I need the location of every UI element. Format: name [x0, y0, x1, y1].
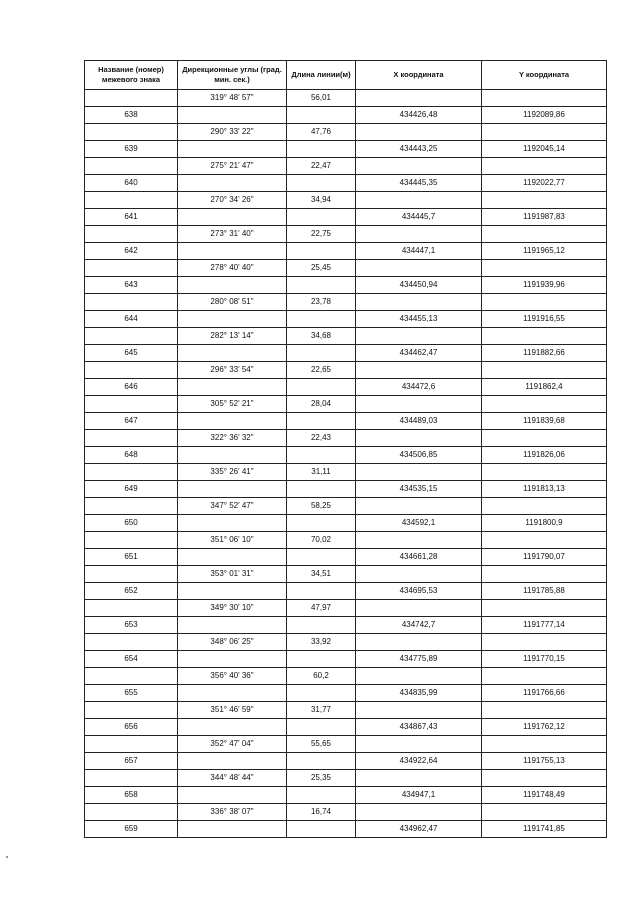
mark-name-cell: 652 [85, 583, 178, 600]
y-coordinate-cell: 1191748,49 [482, 787, 607, 804]
x-coordinate-cell: 434450,94 [356, 277, 482, 294]
empty-cell [85, 430, 178, 447]
x-coordinate-cell: 434472,6 [356, 379, 482, 396]
line-length-cell: 22,65 [287, 362, 356, 379]
header-mark-name: Название (номер) межевого знака [85, 61, 178, 90]
direction-angle-cell: 344° 48' 44" [178, 770, 287, 787]
mark-name-cell: 659 [85, 821, 178, 838]
scan-speck [6, 856, 8, 858]
line-length-cell: 16,74 [287, 804, 356, 821]
mark-name-cell: 643 [85, 277, 178, 294]
table-row [85, 396, 607, 413]
x-coordinate-cell: 434535,15 [356, 481, 482, 498]
line-length-cell: 60,2 [287, 668, 356, 685]
empty-cell [356, 804, 482, 821]
empty-cell [482, 770, 607, 787]
table-row [85, 345, 607, 362]
header-line-length: Длина линии(м) [287, 61, 356, 90]
direction-angle-cell: 348° 06' 25" [178, 634, 287, 651]
direction-angle-cell: 349° 30' 10" [178, 600, 287, 617]
boundary-coordinates-table [84, 60, 607, 838]
mark-name-cell: 651 [85, 549, 178, 566]
line-length-cell: 33,92 [287, 634, 356, 651]
x-coordinate-cell: 434426,48 [356, 107, 482, 124]
y-coordinate-cell: 1191770,15 [482, 651, 607, 668]
empty-cell [85, 124, 178, 141]
direction-angle-cell: 335° 26' 41" [178, 464, 287, 481]
y-coordinate-cell: 1191790,07 [482, 549, 607, 566]
direction-angle-cell: 290° 33' 22" [178, 124, 287, 141]
line-length-cell: 22,47 [287, 158, 356, 175]
header-x-coordinate: X координата [356, 61, 482, 90]
direction-angle-cell: 351° 46' 59" [178, 702, 287, 719]
empty-cell [85, 260, 178, 277]
empty-cell [178, 141, 287, 158]
empty-cell [482, 600, 607, 617]
y-coordinate-cell: 1192045,14 [482, 141, 607, 158]
direction-angle-cell: 352° 47' 04" [178, 736, 287, 753]
empty-cell [85, 702, 178, 719]
x-coordinate-cell: 434592,1 [356, 515, 482, 532]
table-body [85, 90, 607, 838]
empty-cell [356, 226, 482, 243]
mark-name-cell: 648 [85, 447, 178, 464]
table-row [85, 702, 607, 719]
empty-cell [356, 736, 482, 753]
x-coordinate-cell: 434695,53 [356, 583, 482, 600]
empty-cell [85, 634, 178, 651]
line-length-cell: 34,51 [287, 566, 356, 583]
empty-cell [287, 413, 356, 430]
empty-cell [85, 294, 178, 311]
table-row [85, 668, 607, 685]
empty-cell [287, 821, 356, 838]
empty-cell [482, 328, 607, 345]
empty-cell [287, 617, 356, 634]
x-coordinate-cell: 434775,89 [356, 651, 482, 668]
direction-angle-cell: 275° 21' 47" [178, 158, 287, 175]
empty-cell [178, 311, 287, 328]
empty-cell [178, 175, 287, 192]
line-length-cell: 22,43 [287, 430, 356, 447]
table-row [85, 821, 607, 838]
y-coordinate-cell: 1191741,85 [482, 821, 607, 838]
mark-name-cell: 649 [85, 481, 178, 498]
empty-cell [85, 770, 178, 787]
empty-cell [178, 753, 287, 770]
mark-name-cell: 639 [85, 141, 178, 158]
empty-cell [356, 668, 482, 685]
empty-cell [85, 90, 178, 107]
table-header-row [85, 61, 607, 90]
direction-angle-cell: 282° 13' 14" [178, 328, 287, 345]
y-coordinate-cell: 1192089,86 [482, 107, 607, 124]
table-row [85, 260, 607, 277]
empty-cell [287, 243, 356, 260]
direction-angle-cell: 319° 48' 57" [178, 90, 287, 107]
empty-cell [482, 396, 607, 413]
table-row [85, 583, 607, 600]
empty-cell [482, 430, 607, 447]
empty-cell [482, 464, 607, 481]
empty-cell [287, 209, 356, 226]
empty-cell [287, 651, 356, 668]
y-coordinate-cell: 1191755,13 [482, 753, 607, 770]
line-length-cell: 58,25 [287, 498, 356, 515]
table-row [85, 379, 607, 396]
empty-cell [287, 481, 356, 498]
mark-name-cell: 638 [85, 107, 178, 124]
empty-cell [482, 192, 607, 209]
empty-cell [287, 277, 356, 294]
direction-angle-cell: 273° 31' 40" [178, 226, 287, 243]
line-length-cell: 23,78 [287, 294, 356, 311]
table-row [85, 498, 607, 515]
empty-cell [482, 702, 607, 719]
empty-cell [85, 668, 178, 685]
empty-cell [287, 447, 356, 464]
y-coordinate-cell: 1191826,06 [482, 447, 607, 464]
y-coordinate-cell: 1191813,13 [482, 481, 607, 498]
empty-cell [287, 753, 356, 770]
empty-cell [482, 158, 607, 175]
table-row [85, 90, 607, 107]
direction-angle-cell: 296° 33' 54" [178, 362, 287, 379]
x-coordinate-cell: 434867,43 [356, 719, 482, 736]
table-row [85, 311, 607, 328]
x-coordinate-cell: 434443,25 [356, 141, 482, 158]
empty-cell [356, 260, 482, 277]
empty-cell [287, 175, 356, 192]
y-coordinate-cell: 1191939,96 [482, 277, 607, 294]
empty-cell [85, 362, 178, 379]
mark-name-cell: 657 [85, 753, 178, 770]
empty-cell [356, 464, 482, 481]
empty-cell [85, 192, 178, 209]
empty-cell [85, 736, 178, 753]
table-row [85, 362, 607, 379]
table-row [85, 651, 607, 668]
table-row [85, 209, 607, 226]
empty-cell [356, 566, 482, 583]
empty-cell [178, 651, 287, 668]
y-coordinate-cell: 1191839,68 [482, 413, 607, 430]
empty-cell [287, 515, 356, 532]
table-row [85, 192, 607, 209]
y-coordinate-cell: 1191862,4 [482, 379, 607, 396]
empty-cell [287, 141, 356, 158]
direction-angle-cell: 351° 06' 10" [178, 532, 287, 549]
empty-cell [178, 685, 287, 702]
empty-cell [178, 719, 287, 736]
empty-cell [85, 600, 178, 617]
mark-name-cell: 640 [85, 175, 178, 192]
table-row [85, 226, 607, 243]
y-coordinate-cell: 1191987,83 [482, 209, 607, 226]
x-coordinate-cell: 434489,03 [356, 413, 482, 430]
mark-name-cell: 655 [85, 685, 178, 702]
x-coordinate-cell: 434742,7 [356, 617, 482, 634]
table-row [85, 753, 607, 770]
table-row [85, 685, 607, 702]
x-coordinate-cell: 434947,1 [356, 787, 482, 804]
empty-cell [178, 379, 287, 396]
empty-cell [482, 566, 607, 583]
empty-cell [482, 634, 607, 651]
table-row [85, 600, 607, 617]
table-row [85, 481, 607, 498]
empty-cell [482, 260, 607, 277]
mark-name-cell: 654 [85, 651, 178, 668]
y-coordinate-cell: 1191882,66 [482, 345, 607, 362]
empty-cell [356, 396, 482, 413]
direction-angle-cell: 353° 01' 31" [178, 566, 287, 583]
mark-name-cell: 641 [85, 209, 178, 226]
table-row [85, 787, 607, 804]
empty-cell [482, 804, 607, 821]
y-coordinate-cell: 1191777,14 [482, 617, 607, 634]
direction-angle-cell: 322° 36' 32" [178, 430, 287, 447]
table-row [85, 447, 607, 464]
table-row [85, 566, 607, 583]
empty-cell [356, 634, 482, 651]
empty-cell [482, 668, 607, 685]
mark-name-cell: 644 [85, 311, 178, 328]
empty-cell [356, 702, 482, 719]
empty-cell [85, 226, 178, 243]
table-row [85, 175, 607, 192]
empty-cell [482, 532, 607, 549]
y-coordinate-cell: 1191916,55 [482, 311, 607, 328]
empty-cell [356, 158, 482, 175]
direction-angle-cell: 356° 40' 36" [178, 668, 287, 685]
x-coordinate-cell: 434835,99 [356, 685, 482, 702]
empty-cell [356, 124, 482, 141]
y-coordinate-cell: 1191800,9 [482, 515, 607, 532]
empty-cell [178, 107, 287, 124]
table-row [85, 515, 607, 532]
y-coordinate-cell: 1191766,66 [482, 685, 607, 702]
empty-cell [178, 617, 287, 634]
empty-cell [287, 345, 356, 362]
empty-cell [356, 770, 482, 787]
line-length-cell: 31,11 [287, 464, 356, 481]
line-length-cell: 28,04 [287, 396, 356, 413]
table-row [85, 736, 607, 753]
empty-cell [178, 515, 287, 532]
x-coordinate-cell: 434455,13 [356, 311, 482, 328]
mark-name-cell: 656 [85, 719, 178, 736]
table-row [85, 158, 607, 175]
line-length-cell: 31,77 [287, 702, 356, 719]
x-coordinate-cell: 434447,1 [356, 243, 482, 260]
table-row [85, 464, 607, 481]
y-coordinate-cell: 1191965,12 [482, 243, 607, 260]
mark-name-cell: 650 [85, 515, 178, 532]
empty-cell [85, 158, 178, 175]
table-row [85, 141, 607, 158]
empty-cell [85, 396, 178, 413]
table-row [85, 107, 607, 124]
table-row [85, 124, 607, 141]
line-length-cell: 56,01 [287, 90, 356, 107]
x-coordinate-cell: 434661,28 [356, 549, 482, 566]
line-length-cell: 47,97 [287, 600, 356, 617]
empty-cell [356, 498, 482, 515]
empty-cell [356, 294, 482, 311]
x-coordinate-cell: 434962,47 [356, 821, 482, 838]
empty-cell [482, 498, 607, 515]
mark-name-cell: 642 [85, 243, 178, 260]
empty-cell [356, 430, 482, 447]
y-coordinate-cell: 1192022,77 [482, 175, 607, 192]
empty-cell [178, 243, 287, 260]
line-length-cell: 25,45 [287, 260, 356, 277]
y-coordinate-cell: 1191785,88 [482, 583, 607, 600]
empty-cell [356, 90, 482, 107]
x-coordinate-cell: 434506,85 [356, 447, 482, 464]
table-row [85, 634, 607, 651]
header-y-coordinate: Y координата [482, 61, 607, 90]
empty-cell [178, 209, 287, 226]
empty-cell [287, 549, 356, 566]
line-length-cell: 34,94 [287, 192, 356, 209]
table-row [85, 804, 607, 821]
direction-angle-cell: 270° 34' 26" [178, 192, 287, 209]
empty-cell [85, 532, 178, 549]
table-row [85, 294, 607, 311]
empty-cell [356, 362, 482, 379]
empty-cell [85, 328, 178, 345]
empty-cell [178, 277, 287, 294]
empty-cell [178, 549, 287, 566]
direction-angle-cell: 280° 08' 51" [178, 294, 287, 311]
empty-cell [482, 124, 607, 141]
table-row [85, 719, 607, 736]
mark-name-cell: 645 [85, 345, 178, 362]
empty-cell [356, 532, 482, 549]
y-coordinate-cell: 1191762,12 [482, 719, 607, 736]
empty-cell [178, 787, 287, 804]
empty-cell [85, 498, 178, 515]
empty-cell [178, 345, 287, 362]
line-length-cell: 25,35 [287, 770, 356, 787]
line-length-cell: 70,02 [287, 532, 356, 549]
direction-angle-cell: 305° 52' 21" [178, 396, 287, 413]
mark-name-cell: 658 [85, 787, 178, 804]
header-direction-angle: Дирекционные углы (град. мин. сек.) [178, 61, 287, 90]
line-length-cell: 34,68 [287, 328, 356, 345]
empty-cell [287, 685, 356, 702]
empty-cell [287, 107, 356, 124]
empty-cell [482, 226, 607, 243]
table-row [85, 617, 607, 634]
table-row [85, 770, 607, 787]
empty-cell [287, 719, 356, 736]
mark-name-cell: 646 [85, 379, 178, 396]
empty-cell [356, 328, 482, 345]
empty-cell [85, 464, 178, 481]
empty-cell [287, 311, 356, 328]
empty-cell [356, 600, 482, 617]
empty-cell [85, 804, 178, 821]
table-row [85, 243, 607, 260]
empty-cell [482, 90, 607, 107]
line-length-cell: 47,76 [287, 124, 356, 141]
line-length-cell: 22,75 [287, 226, 356, 243]
empty-cell [178, 583, 287, 600]
x-coordinate-cell: 434462,47 [356, 345, 482, 362]
direction-angle-cell: 278° 40' 40" [178, 260, 287, 277]
table-row [85, 413, 607, 430]
empty-cell [178, 821, 287, 838]
empty-cell [356, 192, 482, 209]
empty-cell [287, 787, 356, 804]
empty-cell [178, 447, 287, 464]
mark-name-cell: 647 [85, 413, 178, 430]
direction-angle-cell: 347° 52' 47" [178, 498, 287, 515]
empty-cell [287, 583, 356, 600]
empty-cell [482, 736, 607, 753]
table-row [85, 549, 607, 566]
x-coordinate-cell: 434445,35 [356, 175, 482, 192]
x-coordinate-cell: 434445,7 [356, 209, 482, 226]
empty-cell [178, 413, 287, 430]
empty-cell [482, 362, 607, 379]
empty-cell [287, 379, 356, 396]
empty-cell [482, 294, 607, 311]
empty-cell [85, 566, 178, 583]
table-row [85, 328, 607, 345]
direction-angle-cell: 336° 38' 07" [178, 804, 287, 821]
empty-cell [178, 481, 287, 498]
x-coordinate-cell: 434922,64 [356, 753, 482, 770]
table-row [85, 430, 607, 447]
table-row [85, 277, 607, 294]
line-length-cell: 55,65 [287, 736, 356, 753]
mark-name-cell: 653 [85, 617, 178, 634]
table-row [85, 532, 607, 549]
